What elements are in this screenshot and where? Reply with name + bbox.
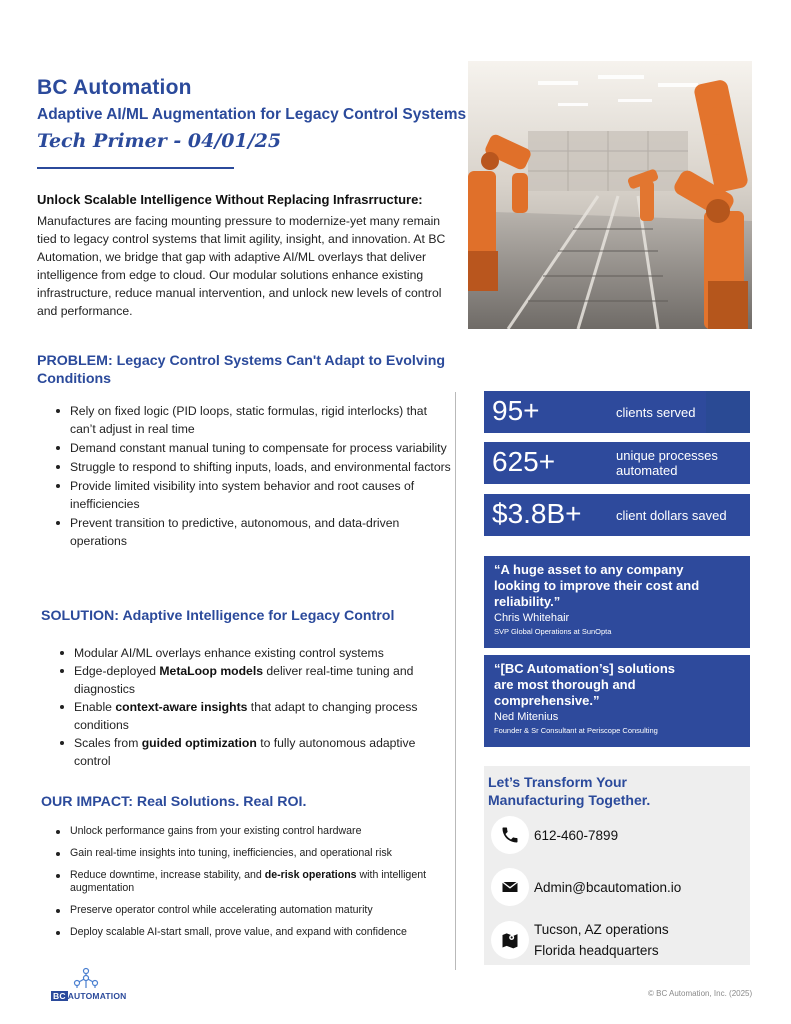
stat-label: clients served bbox=[616, 404, 696, 420]
item-emphasis: context-aware insights bbox=[115, 700, 248, 714]
item-text: deliver real-time tuning and diagnostics bbox=[74, 664, 414, 696]
item-text: with intelligent augmentation bbox=[70, 869, 427, 894]
email-icon bbox=[500, 877, 520, 897]
solution-heading: SOLUTION: Adaptive Intelligence for Legacy Control bbox=[41, 608, 395, 624]
item-text: to fully autonomous adaptive control bbox=[74, 736, 416, 768]
contact-card bbox=[484, 766, 750, 965]
item-text: Edge-deployed bbox=[74, 664, 160, 678]
copyright-notice: © BC Automation, Inc. (2025) bbox=[648, 989, 753, 998]
stat-shade bbox=[706, 391, 750, 433]
list-item bbox=[56, 825, 451, 838]
network-logo-icon bbox=[51, 967, 121, 991]
stat-label: unique processes automated bbox=[616, 448, 718, 478]
logo-wordmark bbox=[51, 991, 127, 1001]
item-emphasis: de-risk operations bbox=[264, 869, 357, 881]
brand-title: BC Automation bbox=[37, 76, 192, 99]
list-item bbox=[60, 662, 455, 698]
map-icon-badge bbox=[491, 921, 529, 959]
contact-email[interactable]: Admin@bcautomation.io bbox=[534, 880, 682, 895]
title-underline bbox=[37, 167, 234, 169]
list-item bbox=[60, 734, 455, 770]
factory-photo bbox=[468, 61, 752, 329]
phone-icon-badge bbox=[491, 816, 529, 854]
list-item: Rely on fixed logic (PID loops, static formulas, rigid interlocks) that can’t adjust in real time bbox=[56, 402, 456, 438]
impact-heading: OUR IMPACT: Real Solutions. Real ROI. bbox=[41, 794, 307, 810]
stat-processes bbox=[484, 442, 750, 484]
testimonial-card bbox=[484, 655, 750, 747]
testimonial-quote: “A huge asset to any company looking to improve their cost and reliability.” bbox=[494, 562, 700, 609]
logo-word: AUTOMATION bbox=[67, 991, 127, 1001]
page-subtitle: Adaptive AI/ML Augmentation for Legacy Control Systems bbox=[37, 106, 467, 123]
item-text: Enable bbox=[74, 700, 116, 714]
item-text: that adapt to changing process conditions bbox=[74, 700, 418, 732]
item-text: Deploy scalable AI-start small, prove value, and expand with confidence bbox=[70, 926, 407, 938]
intro-heading: Unlock Scalable Intelligence Without Replacing Infrasrructure: bbox=[37, 192, 423, 207]
factory-illustration bbox=[468, 61, 752, 329]
item-emphasis: guided optimization bbox=[141, 736, 257, 750]
item-text: Gain real-time insights into tuning, inefficiencies, and operational risk bbox=[70, 847, 392, 859]
testimonial-role: Founder & Sr Consultant at Periscope Consulting bbox=[494, 726, 658, 735]
primer-date: Tech Primer - 04/01/25 bbox=[37, 130, 282, 152]
stat-label: client dollars saved bbox=[616, 507, 727, 523]
list-item bbox=[56, 904, 451, 917]
intro-paragraph: Manufactures are facing mounting pressure to modernize-yet many remain tied to legacy control systems that limit agility, insight, and innovation. At BC Automation, we bridge that gap with adaptive AI/ML overlays that deliver intelligence from edge to cloud. Our modular solutions enhance existing infrastructure, reduce manual intervention, and unlock new levels of control and performance. bbox=[37, 214, 446, 318]
phone-icon bbox=[500, 825, 520, 845]
item-text: Reduce downtime, increase stability, and bbox=[70, 869, 265, 881]
list-item bbox=[56, 926, 451, 939]
list-item: Demand constant manual tuning to compensate for process variability bbox=[56, 439, 456, 457]
list-item: Provide limited visibility into system behavior and root causes of inefficiencies bbox=[56, 477, 456, 513]
column-divider bbox=[455, 392, 456, 970]
list-item bbox=[60, 644, 455, 662]
footer-logo bbox=[51, 967, 127, 1003]
impact-list bbox=[56, 825, 451, 948]
list-item: Struggle to respond to shifting inputs, loads, and environmental factors bbox=[56, 458, 456, 476]
testimonial-card bbox=[484, 556, 750, 648]
contact-phone[interactable]: 612-460-7899 bbox=[534, 828, 619, 843]
problem-heading: PROBLEM: Legacy Control Systems Can't Adapt to Evolving Conditions bbox=[37, 353, 446, 387]
testimonial-role: SVP Global Operations at SunOpta bbox=[494, 627, 612, 636]
item-emphasis: MetaLoop models bbox=[159, 664, 263, 678]
list-item bbox=[56, 869, 451, 895]
list-item: Prevent transition to predictive, autonomous, and data-driven operations bbox=[56, 514, 456, 550]
contact-location-1: Tucson, AZ operations bbox=[534, 922, 669, 937]
solution-list bbox=[60, 644, 455, 770]
stat-savings bbox=[484, 494, 750, 536]
testimonial-quote: “[BC Automation’s] solutions are most thorough and comprehensive.” bbox=[494, 661, 676, 708]
stat-value: $3.8B+ bbox=[492, 498, 582, 529]
contact-location-2: Florida headquarters bbox=[534, 943, 659, 958]
list-item bbox=[60, 698, 455, 734]
map-location-icon bbox=[500, 930, 520, 950]
contact-heading: Let’s Transform Your Manufacturing Together. bbox=[488, 774, 651, 808]
item-text: Unlock performance gains from your existing control hardware bbox=[70, 825, 362, 837]
problem-list bbox=[56, 402, 456, 551]
stat-value: 95+ bbox=[492, 395, 540, 426]
testimonial-author: Chris Whitehair bbox=[494, 612, 570, 624]
stat-value: 625+ bbox=[492, 446, 556, 477]
logo-bc: BC bbox=[53, 991, 66, 1001]
list-item bbox=[56, 847, 451, 860]
stat-clients bbox=[484, 391, 750, 433]
item-text: Scales from bbox=[74, 736, 142, 750]
item-text: Preserve operator control while accelerating automation maturity bbox=[70, 904, 373, 916]
testimonial-author: Ned Mitenius bbox=[494, 711, 559, 723]
email-icon-badge bbox=[491, 868, 529, 906]
item-text: Modular AI/ML overlays enhance existing control systems bbox=[74, 646, 384, 660]
